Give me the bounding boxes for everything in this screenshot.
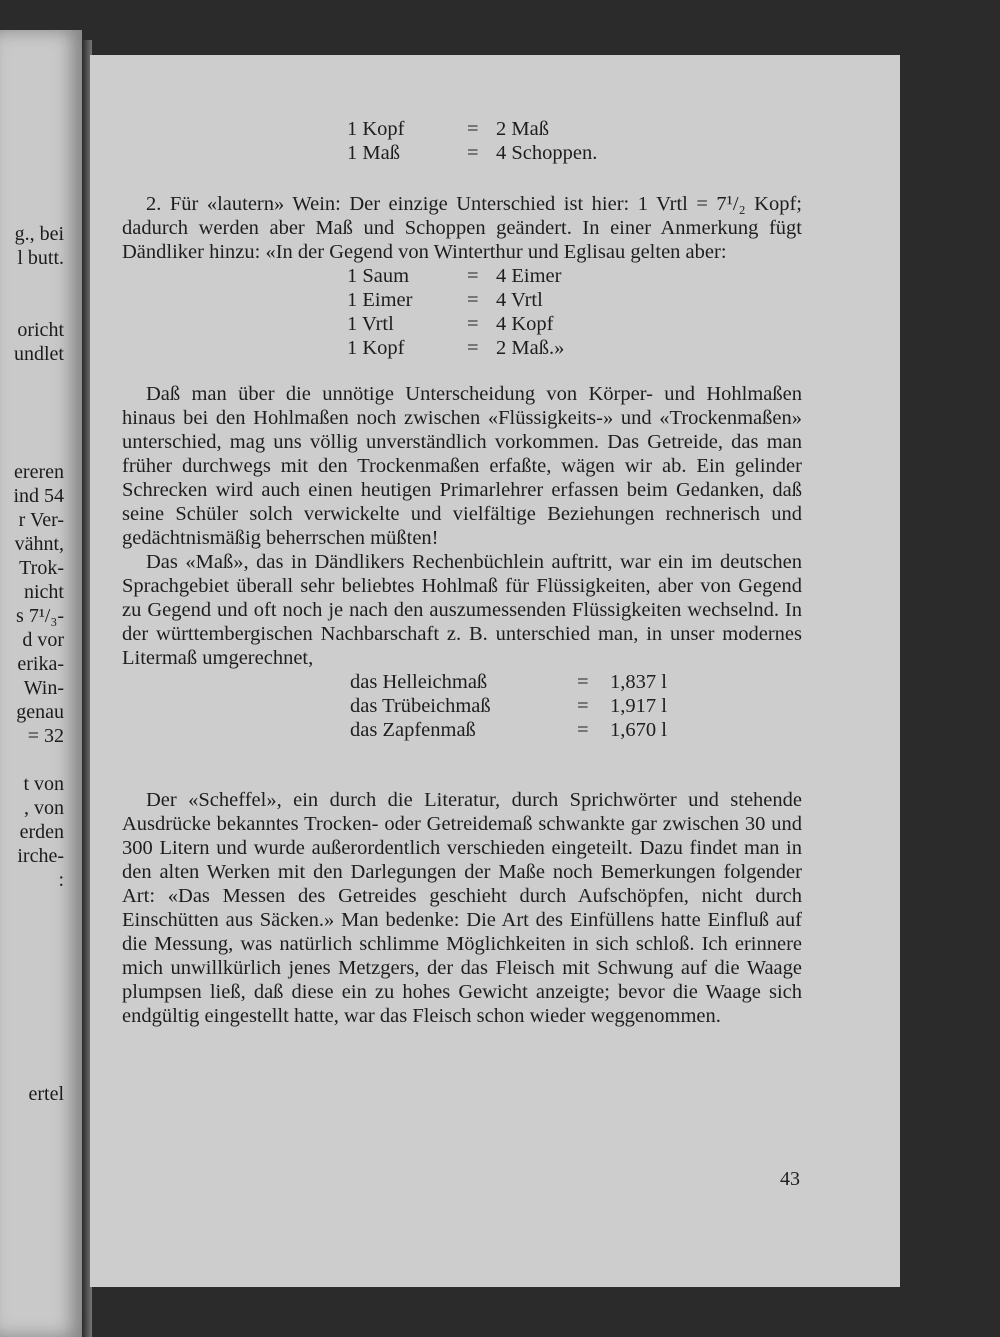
left-page-line: vähnt, — [14, 533, 64, 555]
eq-sign: = — [467, 313, 479, 335]
left-page-line: erden — [19, 821, 64, 843]
eq-right: 4 Schoppen. — [496, 142, 598, 164]
left-page-line: s 7¹/₃- — [16, 605, 64, 627]
eq-left: das Trübeichmaß — [350, 695, 491, 717]
eq-right: 2 Maß.» — [496, 337, 565, 359]
equation-row — [122, 312, 802, 336]
eq-left: das Helleichmaß — [350, 671, 488, 693]
eq-left: 1 Maß — [347, 142, 400, 164]
eq-right: 4 Kopf — [496, 313, 554, 335]
left-page-line: = 32 — [27, 725, 64, 747]
left-page-line: Trok- — [19, 557, 64, 579]
eq-sign: = — [467, 265, 479, 287]
left-page-line: g., bei — [14, 223, 64, 245]
eq-sign: = — [467, 142, 479, 164]
left-page-line: nicht — [24, 581, 64, 603]
left-page-line: ind 54 — [13, 485, 64, 507]
eq-sign: = — [467, 289, 479, 311]
eq-sign: = — [577, 671, 589, 693]
equation-row — [122, 264, 802, 288]
eq-left: 1 Vrtl — [347, 313, 394, 335]
left-page-line: : — [58, 869, 64, 891]
paragraph-1: 2. Für «lautern» Wein: Der einzige Unterschied ist hier: 1 Vrtl = 7¹/₂ Kopf; dadurch werden aber Maß und Schoppen geändert. In einer Anmerkung fügt Dändliker hinzu: «In der Gegend von Winterthur und Eglisau gelten aber: — [122, 193, 802, 263]
eq-left: 1 Eimer — [347, 289, 413, 311]
eq-right: 2 Maß — [496, 118, 549, 140]
equation-row — [122, 141, 802, 165]
eq-right: 1,670 l — [610, 719, 667, 741]
eq-left: das Zapfenmaß — [350, 719, 476, 741]
left-page-line: undlet — [14, 343, 64, 365]
page-number: 43 — [780, 1168, 800, 1190]
eq-right: 4 Eimer — [496, 265, 562, 287]
equation-table-3 — [122, 670, 802, 742]
eq-sign: = — [467, 118, 479, 140]
paragraph-4: Der «Scheffel», ein durch die Literatur, durch Sprichwörter und stehende Ausdrücke bekanntes Trocken- oder Getreidemaß schwankte gar zwischen 30 und 300 Litern und wurde außerordentlich verschieden eingeteilt. Dazu findet man in den alten Werken mit den Darlegungen der Maße noch Bemerkungen folgender Art: «Das Messen des Getreides geschieht durch Aufschöpfen, nicht durch Einschütten aus Säcken.» Man bedenke: Die Art des Einfüllens hatte Einfluß auf die Messung, was natürlich schlimme Möglichkeiten in sich schloß. Ich erinnere mich unwillkürlich jenes Metzgers, der das Fleisch mit Schwung auf die Waage plumpsen ließ, daß diese ein zu hohes Gewicht anzeigte; bevor die Waage sich endgültig eingestellt hatte, war das Fleisch schon wieder weggenommen. — [122, 789, 802, 1027]
equation-row — [122, 694, 802, 718]
left-page-line: t von — [23, 773, 64, 795]
eq-right: 4 Vrtl — [496, 289, 543, 311]
equation-row — [122, 117, 802, 141]
left-page-line: ertel — [28, 1083, 64, 1105]
equation-row — [122, 336, 802, 360]
left-page-line: ereren — [14, 461, 64, 483]
equation-table-2 — [122, 264, 802, 360]
equation-table-1 — [122, 117, 802, 165]
left-page-line: erika- — [17, 653, 64, 675]
page-content — [122, 117, 802, 1028]
left-page-line: r Ver- — [18, 509, 64, 531]
left-page-line: d vor — [22, 629, 64, 651]
left-page-line: genau — [16, 701, 64, 723]
eq-sign: = — [467, 337, 479, 359]
eq-sign: = — [577, 695, 589, 717]
equation-row — [122, 718, 802, 742]
book-page — [90, 55, 900, 1287]
left-page-fragment — [0, 30, 82, 1337]
left-page-line: oricht — [17, 319, 64, 341]
equation-row — [122, 288, 802, 312]
left-page-line: , von — [24, 797, 64, 819]
left-page-line: l butt. — [17, 247, 64, 269]
eq-right: 1,917 l — [610, 695, 667, 717]
eq-left: 1 Saum — [347, 265, 410, 287]
equation-row — [122, 670, 802, 694]
paragraph-3: Das «Maß», das in Dändlikers Rechenbüchlein auftritt, war ein im deutschen Sprachgebiet überall sehr beliebtes Hohlmaß für Flüssigkeiten, aber von Gegend zu Gegend und oft noch je nach den auszumessenden Flüssigkeiten wechselnd. In der württembergischen Nachbarschaft z. B. unterschied man, in unser modernes Litermaß umgerechnet, — [122, 551, 802, 669]
eq-sign: = — [577, 719, 589, 741]
eq-right: 1,837 l — [610, 671, 667, 693]
left-page-line: irche- — [17, 845, 64, 867]
left-page-line: Win- — [23, 677, 64, 699]
eq-left: 1 Kopf — [347, 337, 405, 359]
paragraph-2: Daß man über die unnötige Unterscheidung von Körper- und Hohlmaßen hinaus bei den Hohlmaßen noch zwischen «Flüssigkeits-» und «Trockenmaßen» unterschied, mag uns völlig unverständlich vorkommen. Das Getreide, das man früher durchwegs mit den Trockenmaßen erfaßte, wägen wir ab. Ein gelinder Schrecken wird auch einen heutigen Primarlehrer erfassen beim Gedanken, daß seine Schüler solch verwickelte und vielfältige Beziehungen rechnerisch und gedächtnismäßig beherrschen müßten! — [122, 383, 802, 549]
eq-left: 1 Kopf — [347, 118, 405, 140]
